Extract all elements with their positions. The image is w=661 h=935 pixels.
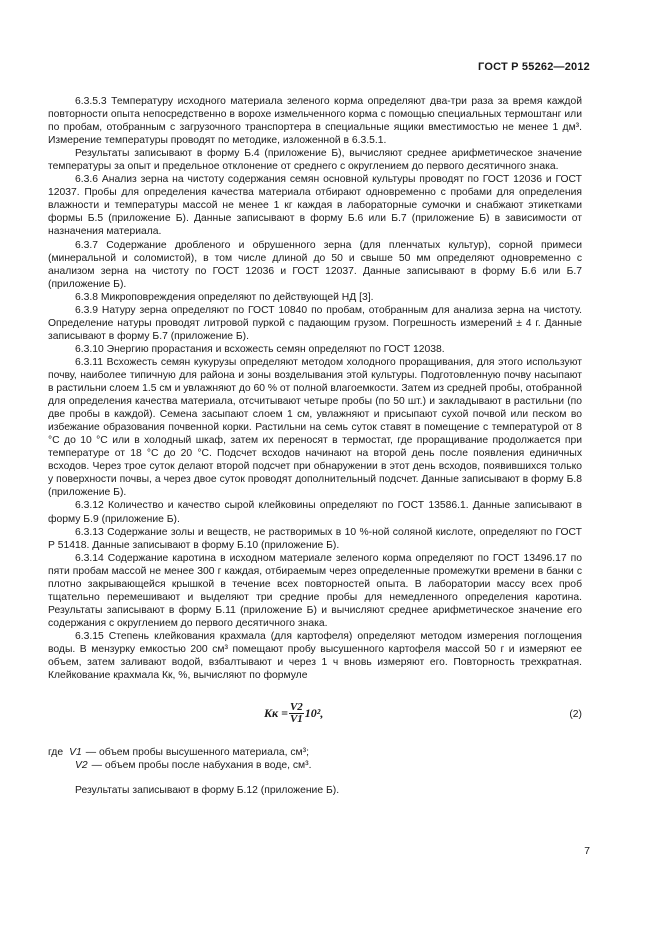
paragraph-6-3-11: 6.3.11 Всхожесть семян кукурузы определяют методом холодного проращивания, для этого используют почву, наиболее типичную для района и зоны возделывания этой культуры. Подготовленную почву насыпают в растильни слоем 1.5 см и увлажняют до 60 % от полной влагоемкости. Затем из средней пробы, отобранной для определения качества материала, отсчитывают четыре пробы (по 50 шт.) и закладывают в растильни (по две пробы в каждой). Семена засыпают слоем 1 см, увлажняют и присыпают сухой почвой или песком во избежание образования почвенной корки. Растильни на семь суток ставят в помещение с температурой от 8 °С до 10 °С или в холодный шкаф, затем их переносят в термостат, где проращивание продолжается при температуре от 18 °С до 20 °С. Подсчет всходов начинают на второй день после появления единичных всходов. Через трое суток делают второй подсчет при обнаружении в этот день всходов, появившихся только у поверхности почвы, а через двое суток проводят дополнительный подсчет. Данные записывают в форму Б.8 (приложение Б). — [48, 356, 583, 499]
formula-numerator: V2 — [289, 701, 303, 714]
paragraph-6-3-6: 6.3.6 Анализ зерна на чистоту содержания семян основной культуры проводят по ГОСТ 12036 и ГОСТ 12037. Пробы для определения качества материала отбирают одновременно с пробами для определения влажности и температуры массой не менее 1 кг каждая в лабораторные сумочки и снабжают этикетками формы Б.5 (приложение Б). Данные записывают в форму Б.6 или Б.7 (приложение Б) в зависимости от назначения материала. — [48, 174, 582, 238]
page-number: 7 — [584, 846, 590, 857]
formula-lhs: Kк = — [264, 706, 288, 721]
paragraph-6-3-15: 6.3.15 Степень клейкования крахмала (для картофеля) определяют методом измерения поглощения воды. В мензурку емкостью 200 см³ помещают пробу высушенного картофеля массой 50 г и измеряют ее объем, затем заливают водой, взбалтывают и через 1 ч вновь измеряют его. Повторность трехкратная. Клейкование крахмала Кк, %, вычисляют по формуле — [48, 630, 582, 682]
paragraph-results-b12: Результаты записывают в форму Б.12 (приложение Б). — [75, 785, 340, 797]
document-header: ГОСТ Р 55262—2012 — [478, 61, 590, 73]
paragraph-6-3-7: 6.3.7 Содержание дробленого и обрушенного зерна (для пленчатых культур), сорной примеси (минеральной и соломистой), в том числе длиной до 50 и свыше 50 мм определяют одновременно с анализом зерна на чистоту по ГОСТ 12036 и ГОСТ 12037. Данные записывают в форму Б.6 или Б.7 (приложение Б). — [48, 239, 582, 290]
paragraph-6-3-5-3: 6.3.5.3 Температуру исходного материала зеленого корма определяют два-три раза за время каждой повторности опыта непосредственно в ворохе измельченного корма с помощью специальных термоштанг или по пробам, отобранным с загрузочного транспортера в специальные ящики вместимостью не менее 1 дм³. Измерение температуры проводят по методике, изложенной в 6.3.5.1. — [48, 96, 582, 147]
paragraph-6-3-10: 6.3.10 Энергию прорастания и всхожесть семян определяют по ГОСТ 12038. — [75, 343, 445, 355]
legend-v2-text: — объем пробы после набухания в воде, см³. — [91, 760, 312, 772]
paragraph-6-3-13: 6.3.13 Содержание золы и веществ, не растворимых в 10 %-ной соляной кислоте, определяют по ГОСТ Р 51418. Данные записывают в форму Б.10 (приложение Б). — [48, 526, 582, 551]
paragraph-6-3-12: 6.3.12 Количество и качество сырой клейковины определяют по ГОСТ 13586.1. Данные записывают в форму Б.9 (приложение Б). — [48, 500, 582, 525]
paragraph-results-b4: Результаты записывают в форму Б.4 (приложение Б), вычисляют среднее арифметическое значение температуры за опыт и предельное отклонение от среднего с округлением до первого десятичного знака. — [48, 148, 582, 173]
formula-factor: 10², — [304, 706, 324, 721]
legend-v1-symbol: V1 — [69, 747, 82, 759]
formula-denominator: V1 — [289, 713, 303, 726]
formula-legend — [48, 746, 582, 772]
formula-fraction — [289, 702, 304, 725]
paragraph-6-3-8: 6.3.8 Микроповреждения определяют по действующей НД [3]. — [75, 291, 374, 303]
paragraph-6-3-9: 6.3.9 Натуру зерна определяют по ГОСТ 10840 по пробам, отобранным для анализа зерна на чистоту. Определение натуры проводят литровой пуркой с падающим грузом. Погрешность измерений ± 4 г. Данные записывают в форму Б.7 (приложение Б). — [48, 304, 582, 342]
paragraph-6-3-14: 6.3.14 Содержание каротина в исходном материале зеленого корма определяют по ГОСТ 13496.17 по пяти пробам массой не менее 300 г каждая, отбираемым через определенные промежутки времени в банки с плотно закрывающейся крышкой в течение всех повторностей опыта. В лаборатории массу всех проб тщательно перемешивают и выделяют три средние пробы для немедленного определения каротина. Результаты записывают в форму Б.11 (приложение Б) и вычисляют среднее арифметическое значение его содержания с округлением до первого десятичного знака. — [48, 552, 582, 629]
legend-v2-symbol: V2 — [75, 760, 88, 772]
legend-lead: где — [48, 747, 64, 759]
legend-row-v2 — [48, 759, 582, 772]
formula-starch-gelatinization — [264, 702, 323, 725]
formula-block — [48, 696, 582, 742]
document-body — [48, 95, 582, 797]
formula-number: (2) — [569, 709, 582, 721]
legend-v1-text: — объем пробы высушенного материала, см³; — [85, 747, 309, 759]
legend-row-v1 — [48, 746, 582, 759]
